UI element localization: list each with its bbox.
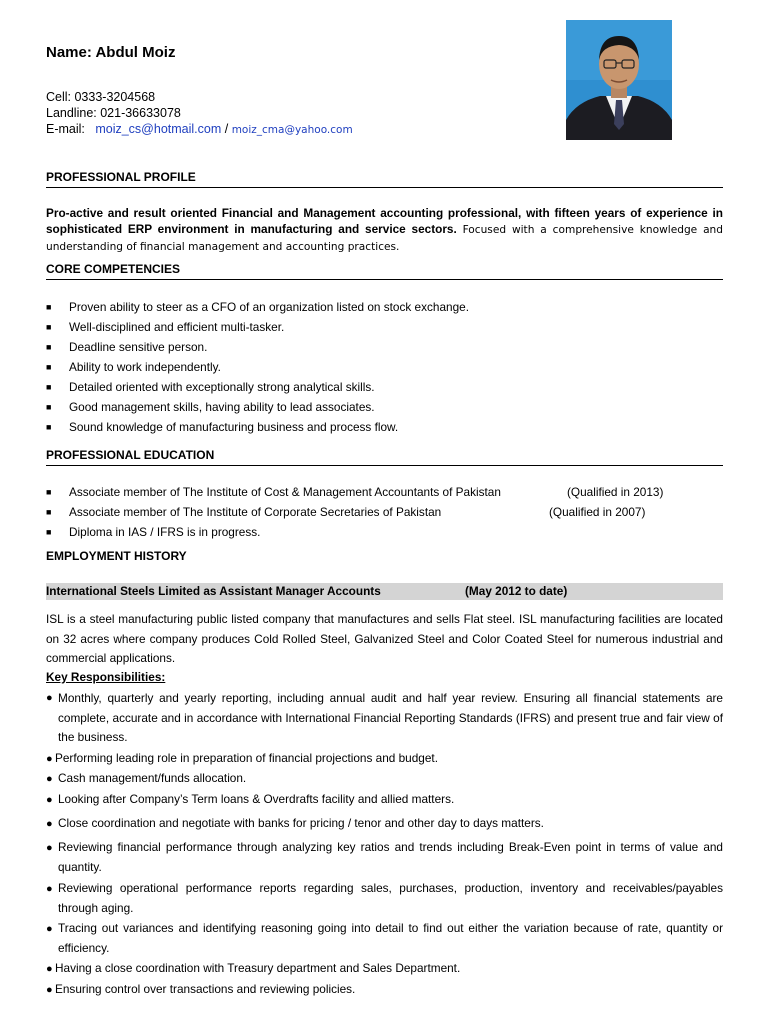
responsibility-item: Performing leading role in preparation of financial projections and budget. (55, 751, 438, 765)
bullet-square-icon: ■ (46, 487, 52, 497)
responsibility-item: Reviewing operational performance reports regarding sales, purchases, production, inventory and receivables/payables through aging. (58, 881, 723, 915)
bullet-square-icon: ■ (46, 322, 52, 332)
section-heading-competencies: CORE COMPETENCIES (46, 262, 723, 280)
responsibility-item: Tracing out variances and identifying reasoning going into detail to find out either the variation because of rate, quantity or efficiency. (58, 921, 723, 955)
bullet-square-icon: ■ (46, 382, 52, 392)
competency-item: Deadline sensitive person. (69, 340, 208, 354)
responsibility-item: Ensuring control over transactions and reviewing policies. (55, 982, 356, 996)
bullet-dot-icon: ● (46, 753, 53, 765)
responsibility-item: Looking after Company’s Term loans & Overdrafts facility and allied matters. (58, 792, 455, 806)
responsibility-item: Monthly, quarterly and yearly reporting, including annual audit and half year review. Ensuring all financial statements are complete, accurate and in accordance with International Financial Reporting Standards (IFRS) and present true and fair view of the business. (58, 691, 723, 744)
competency-item: Detailed oriented with exceptionally strong analytical skills. (69, 380, 375, 394)
bullet-dot-icon: ● (46, 963, 53, 975)
bullet-dot-icon: ● (46, 984, 53, 996)
email-separator: / (224, 122, 229, 136)
bullet-square-icon: ■ (46, 402, 52, 412)
candidate-name: Name: Abdul Moiz (46, 44, 176, 61)
competency-item: Ability to work independently. (69, 360, 221, 374)
competency-item: Proven ability to steer as a CFO of an organization listed on stock exchange. (69, 300, 469, 314)
email-line (46, 122, 353, 136)
key-responsibilities-label: Key Responsibilities: (46, 670, 166, 684)
bullet-square-icon: ■ (46, 362, 52, 372)
competency-item: Good management skills, having ability to lead associates. (69, 400, 375, 414)
responsibility-item: Having a close coordination with Treasury department and Sales Department. (55, 961, 461, 975)
job-period: (May 2012 to date) (465, 584, 568, 598)
section-heading-education: PROFESSIONAL EDUCATION (46, 448, 723, 466)
bullet-dot-icon: ● (46, 818, 53, 830)
education-qualification: (Qualified in 2013) (567, 485, 664, 499)
section-heading-profile: PROFESSIONAL PROFILE (46, 170, 723, 188)
bullet-dot-icon: ● (46, 923, 53, 935)
education-item: Associate member of The Institute of Cost & Management Accountants of Pakistan (69, 485, 501, 499)
responsibility-item: Cash management/funds allocation. (58, 771, 247, 785)
profile-photo (566, 20, 672, 140)
company-description: ISL is a steel manufacturing public listed company that manufactures and sells Flat steel. ISL manufacturing facilities are located on 32 acres where company produces Cold Rolled Steel, Galvanized Steel and Color Coated Steel for numerous industrial and commercial applications. (46, 612, 723, 665)
bullet-dot-icon: ● (46, 773, 53, 785)
bullet-square-icon: ■ (46, 422, 52, 432)
education-item: Associate member of The Institute of Corporate Secretaries of Pakistan (69, 505, 442, 519)
job-title: International Steels Limited as Assistant Manager Accounts (46, 584, 381, 598)
responsibility-item: Close coordination and negotiate with banks for pricing / tenor and other day to days matters. (58, 816, 544, 830)
email-label: E-mail: (46, 122, 85, 136)
education-qualification: (Qualified in 2007) (549, 505, 646, 519)
landline-number: Landline: 021-36633078 (46, 106, 181, 120)
bullet-square-icon: ■ (46, 342, 52, 352)
responsibility-item: Reviewing financial performance through analyzing key ratios and trends including Break-Even point in terms of value and quantity. (58, 840, 723, 874)
job-title-bar (46, 583, 723, 600)
cell-number: Cell: 0333-3204568 (46, 90, 156, 104)
section-heading-employment: EMPLOYMENT HISTORY (46, 549, 187, 563)
bullet-dot-icon: ● (46, 883, 53, 895)
bullet-square-icon: ■ (46, 507, 52, 517)
email-link-yahoo[interactable]: moiz_cma@yahoo.com (231, 124, 353, 136)
email-link-hotmail[interactable]: moiz_cs@hotmail.com (95, 122, 222, 136)
education-item: Diploma in IAS / IFRS is in progress. (69, 525, 261, 539)
profile-text-light: Focused with a comprehensive knowledge and understanding of financial management and accounting practices. (46, 224, 723, 253)
bullet-square-icon: ■ (46, 527, 52, 537)
competency-item: Sound knowledge of manufacturing business and process flow. (69, 420, 399, 434)
bullet-dot-icon: ● (46, 692, 53, 704)
bullet-dot-icon: ● (46, 794, 53, 806)
bullet-square-icon: ■ (46, 302, 52, 312)
profile-summary (46, 205, 723, 255)
competency-item: Well-disciplined and efficient multi-tasker. (69, 320, 285, 334)
bullet-dot-icon: ● (46, 842, 53, 854)
profile-text-bold: Pro-active and result oriented Financial and Management accounting professional, with fifteen years of experience in sophisticated ERP environment in manufacturing and service sectors. (46, 206, 723, 236)
